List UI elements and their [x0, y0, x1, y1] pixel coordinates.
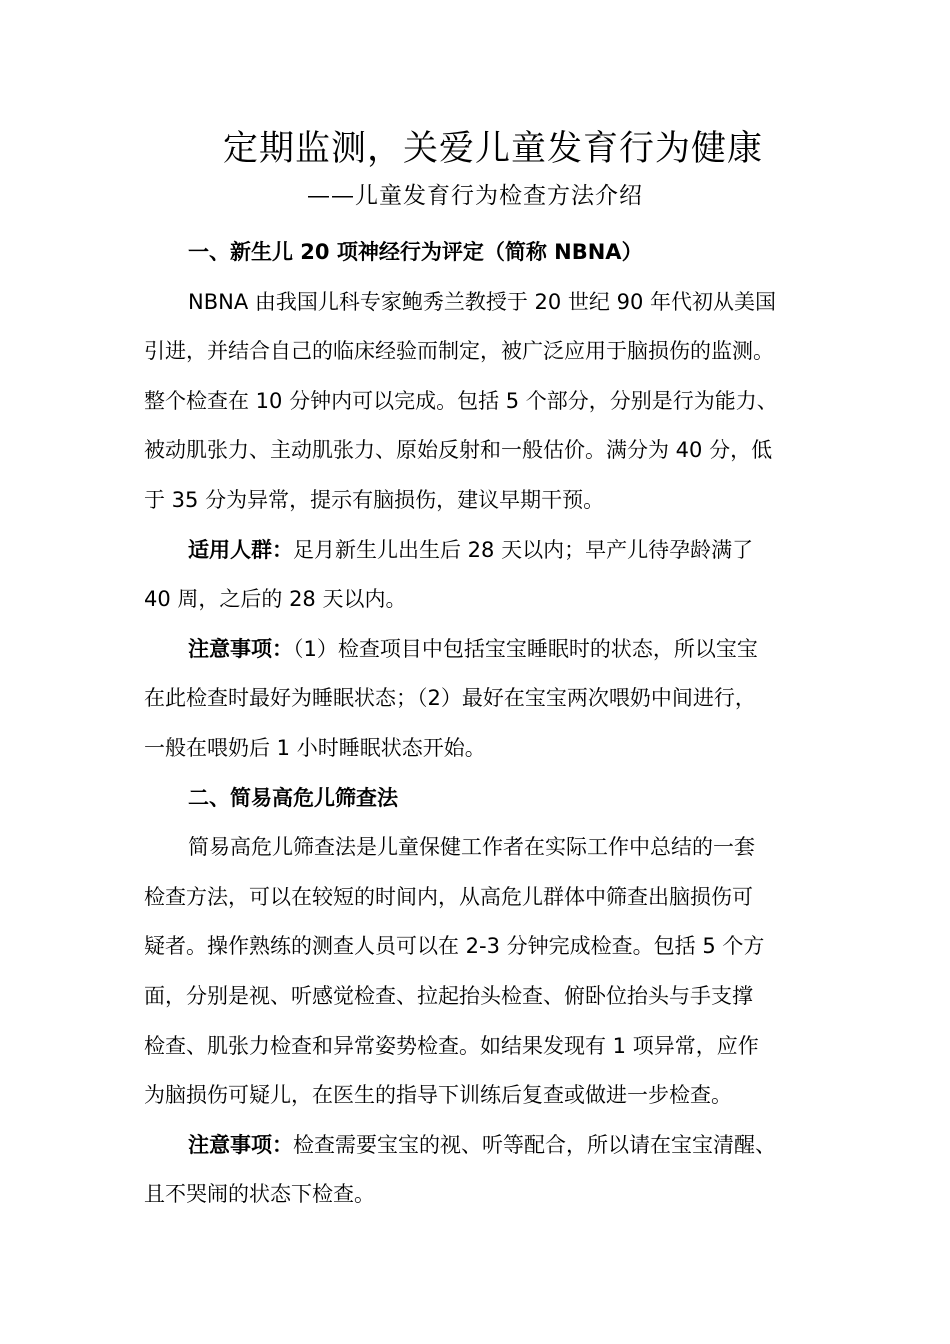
document-subtitle: ——儿童发育行为检查方法介绍 [307, 183, 643, 209]
text-line: 疑者。操作熟练的测查人员可以在 2-3 分钟完成检查。包括 5 个方 [144, 934, 765, 959]
text-line: 且不哭闹的状态下检查。 [144, 1182, 375, 1207]
text-line: 检查需要宝宝的视、听等配合，所以请在宝宝清醒、 [293, 1132, 776, 1157]
text-line: 面，分别是视、听感觉检查、拉起抬头检查、俯卧位抬头与手支撑 [144, 983, 753, 1008]
notes-label: 注意事项： [188, 636, 293, 661]
text-line: NBNA 由我国儿科专家鲍秀兰教授于 20 世纪 90 年代初从美国 [188, 289, 777, 314]
text-line: 一般在喂奶后 1 小时睡眠状态开始。 [144, 735, 486, 760]
text-line: 于 35 分为异常，提示有脑损伤，建议早期干预。 [144, 487, 605, 512]
section1-heading: 一、新生儿 20 项神经行为评定（简称 NBNA） [188, 240, 643, 264]
text-line: 40 周，之后的 28 天以内。 [144, 587, 407, 612]
section2-intro [144, 823, 810, 1121]
text-line: （1）检查项目中包括宝宝睡眠时的状态，所以宝宝 [293, 636, 758, 661]
text-line: 简易高危儿筛查法是儿童保健工作者在实际工作中总结的一套 [188, 835, 755, 860]
text-line: 为脑损伤可疑儿，在医生的指导下训练后复查或做进一步检查。 [144, 1083, 732, 1108]
text-line: 整个检查在 10 分钟内可以完成。包括 5 个部分，分别是行为能力、 [144, 388, 778, 413]
section1-notes [144, 625, 810, 774]
text-line: 在此检查时最好为睡眠状态；（2）最好在宝宝两次喂奶中间进行， [144, 686, 756, 711]
text-line: 足月新生儿出生后 28 天以内；早产儿待孕龄满了 [293, 537, 754, 562]
document-title: 定期监测，关爱儿童发育行为健康 [222, 129, 763, 169]
document-body [144, 228, 810, 1220]
text-line: 检查、肌张力检查和异常姿势检查。如结果发现有 1 项异常，应作 [144, 1033, 759, 1058]
text-line: 被动肌张力、主动肌张力、原始反射和一般估价。满分为 40 分，低 [144, 438, 773, 463]
section1-applicable [144, 526, 810, 625]
notes-label: 注意事项： [188, 1132, 293, 1157]
applicable-label: 适用人群： [188, 537, 293, 562]
text-line: 引进，并结合自己的临床经验而制定，被广泛应用于脑损伤的监测。 [144, 339, 774, 364]
section1-intro [144, 278, 810, 526]
section2-heading: 二、简易高危儿筛查法 [188, 785, 398, 810]
section2-notes [144, 1121, 810, 1220]
text-line: 检查方法，可以在较短的时间内，从高危儿群体中筛查出脑损伤可 [144, 884, 753, 909]
